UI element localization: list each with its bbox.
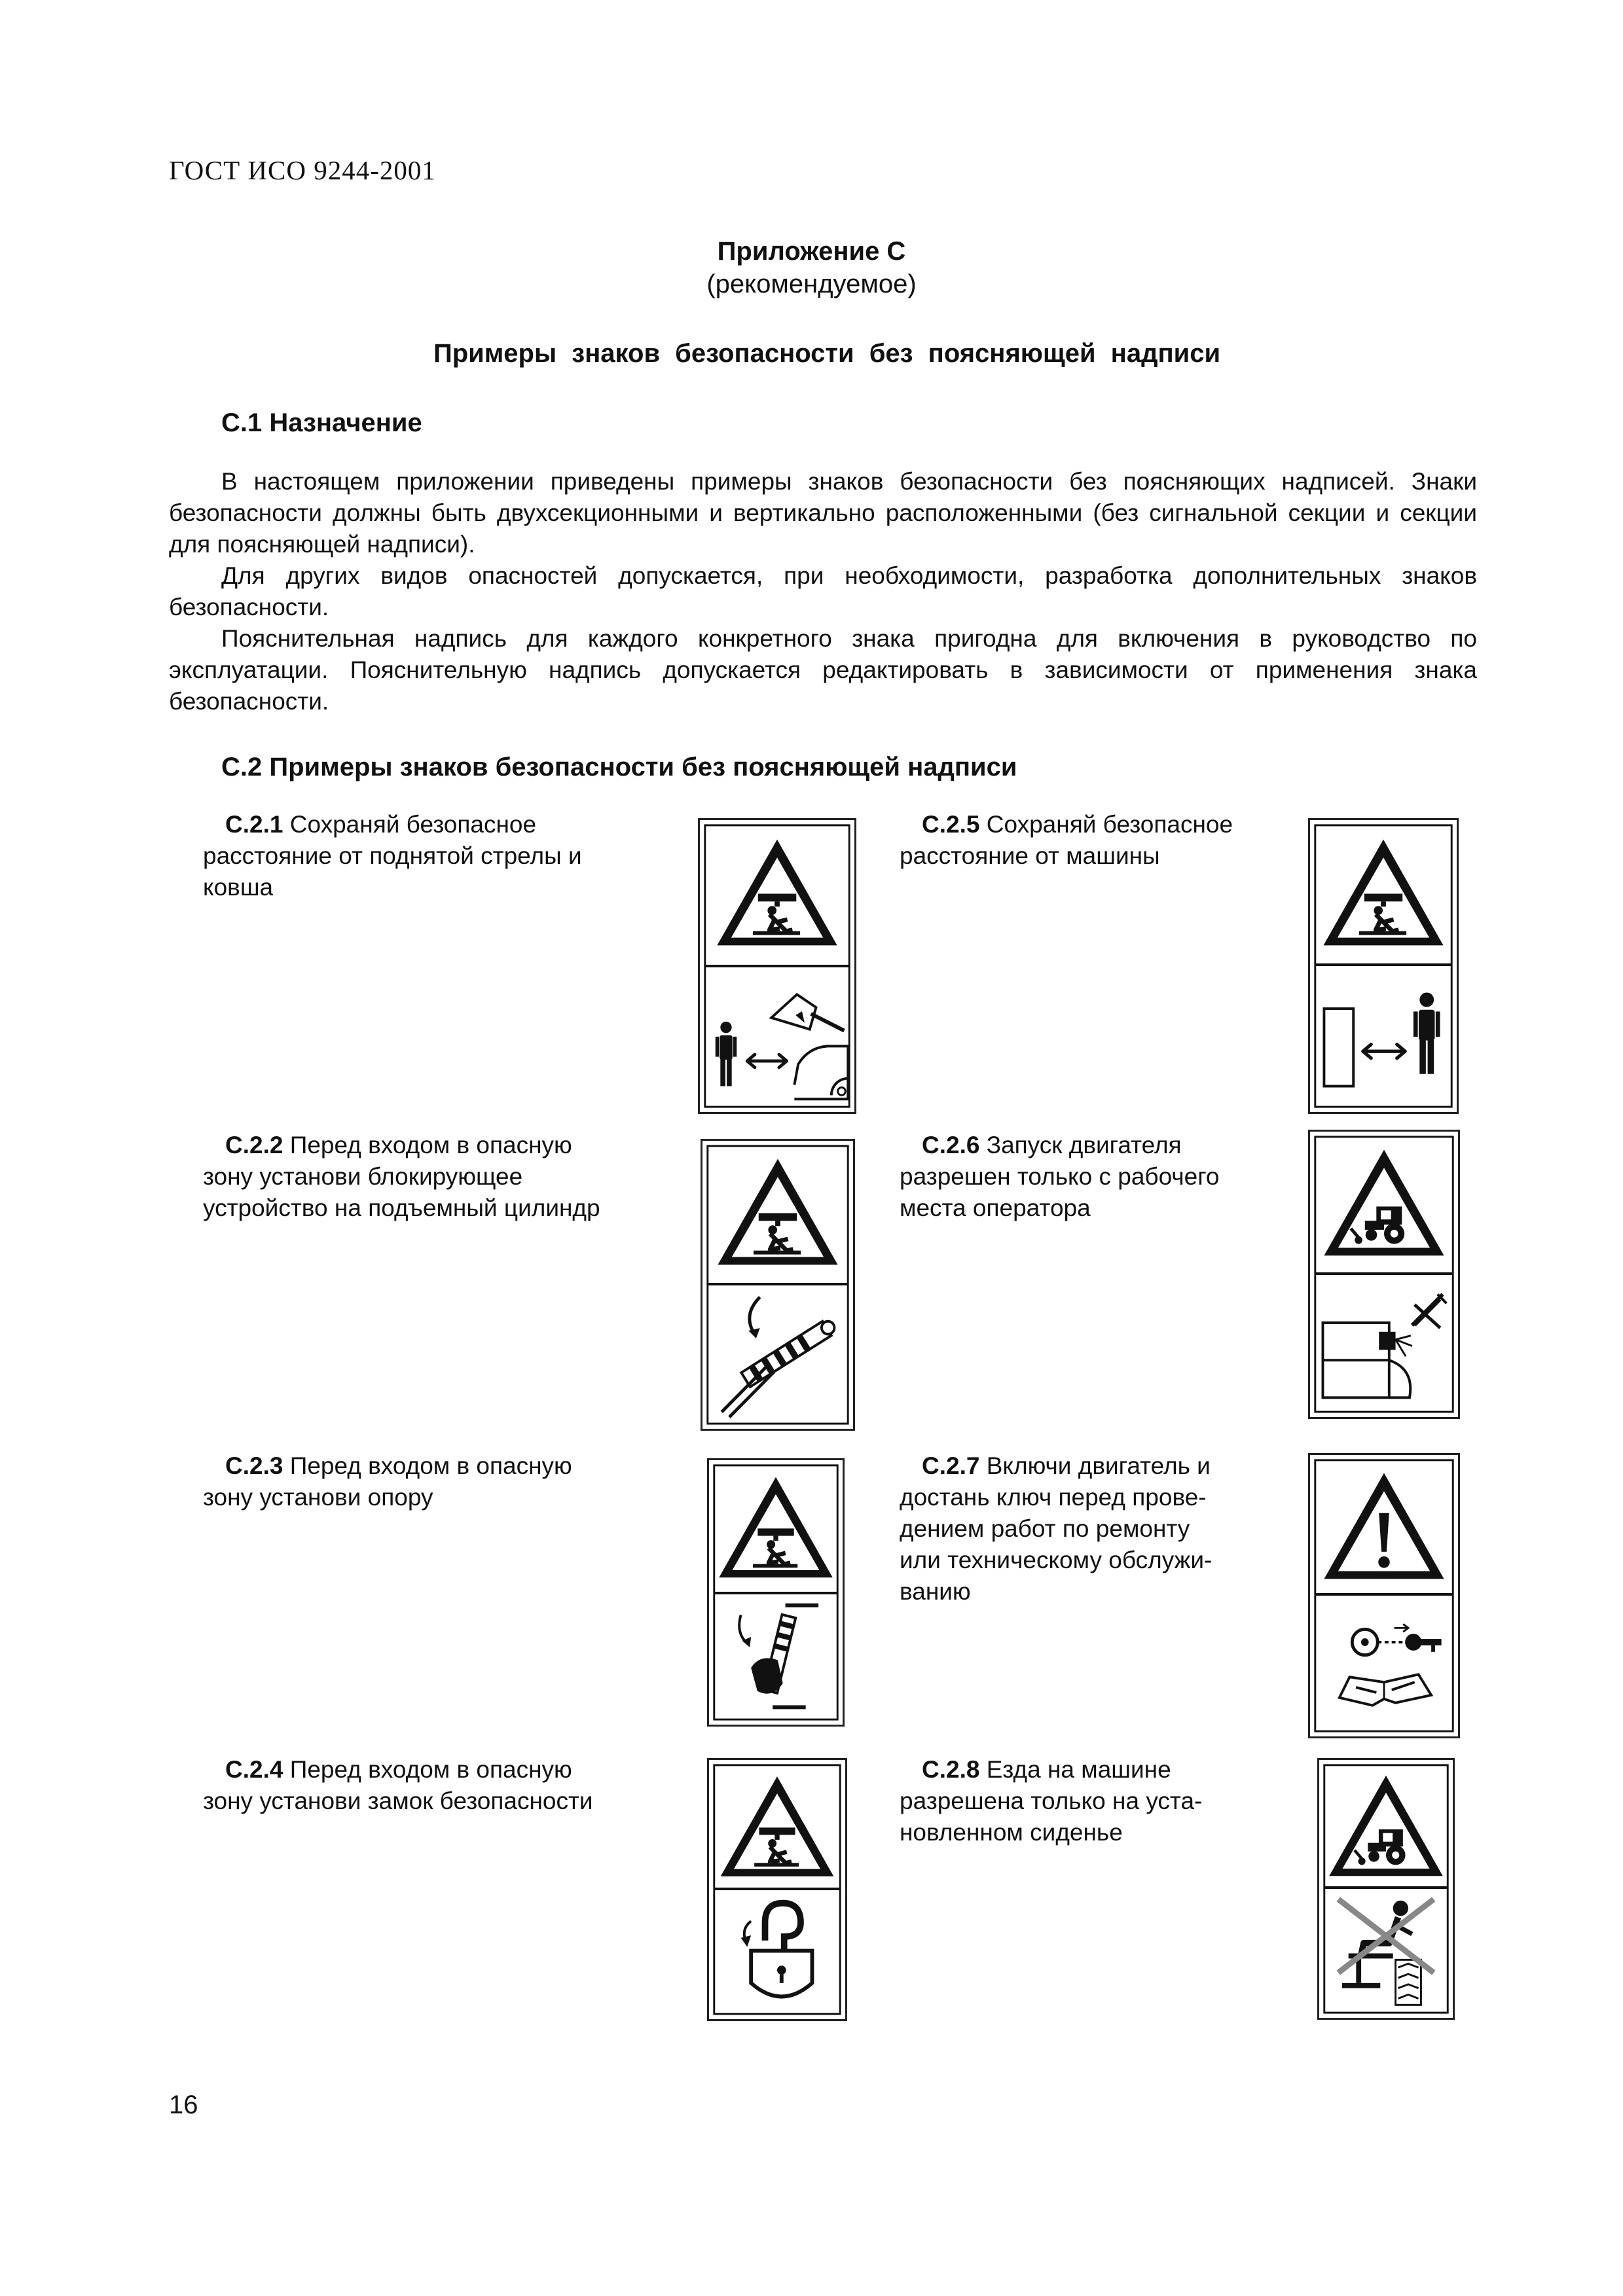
sign-item-c27 [900, 1450, 1212, 1607]
item-number: С.2.8 [922, 1756, 980, 1783]
no-bypass-start-icon [1322, 1295, 1446, 1398]
sign-item-c24 [203, 1754, 593, 1817]
cylinder-lock-icon [721, 1297, 837, 1417]
item-caption: Включи двигатель и достань ключ перед прове- дением работ по ремонту или техническому обслужи- ванию [900, 1452, 1213, 1605]
annex-subtitle: (рекомендуемое) [706, 270, 917, 298]
safety-sign-c23 [707, 1458, 845, 1727]
document-code-header: ГОСТ ИСО 9244-2001 [169, 155, 436, 185]
safety-sign-c28 [1317, 1758, 1455, 2020]
sign-item-c28 [900, 1754, 1202, 1848]
crush-hazard-icon [719, 1477, 832, 1578]
item-caption: Перед входом в опасную зону установи опору [203, 1452, 572, 1511]
sign-item-c26 [900, 1130, 1219, 1224]
no-riding-icon [1338, 1899, 1434, 2005]
sign-item-c21 [203, 809, 582, 903]
paragraph: В настоящем приложении приведены примеры знаков безопасности без поясняющих надписей. Знаки безопасности должны быть двухсекционными и вертикально расположенными (без сигнальной секции и секции для поясняющей надписи). [169, 468, 1477, 558]
section-c2-heading: С.2 Примеры знаков безопасности без поясняющей надписи [221, 753, 1017, 781]
item-number: С.2.6 [922, 1132, 980, 1158]
remove-key-manual-icon [1340, 1624, 1442, 1705]
safety-sign-c26 [1308, 1130, 1460, 1419]
item-number: С.2.2 [225, 1132, 283, 1158]
sign-item-c22 [203, 1130, 600, 1224]
sign-item-c25 [900, 809, 1233, 872]
safety-lock-icon [741, 1903, 812, 1997]
item-caption: Сохраняй безопасное расстояние от поднятой стрелы и ковша [203, 811, 582, 901]
paragraph: Пояснительная надпись для каждого конкретного знака пригодна для включения в руководство по эксплуатации. Пояснительную надпись допускается редактировать в зависимости от применения знака безопасности. [169, 625, 1477, 715]
item-caption: Перед входом в опасную зону установи замок безопасности [203, 1756, 593, 1814]
item-number: С.2.3 [225, 1452, 283, 1479]
support-prop-icon [739, 1604, 818, 1710]
keep-distance-boom-icon [716, 994, 848, 1099]
safety-sign-c22 [701, 1139, 855, 1431]
safety-sign-c25 [1308, 818, 1459, 1114]
item-caption: Езда на машине разрешена только на уста- новленном сиденье [900, 1756, 1203, 1846]
safety-sign-c21 [698, 818, 856, 1114]
section-c1-body [169, 466, 1477, 717]
page-number: 16 [169, 2090, 198, 2119]
annex-title: Приложение С [717, 237, 906, 266]
safety-sign-c24 [707, 1758, 847, 2021]
tractor-runover-icon [1329, 1776, 1442, 1876]
item-number: С.2.1 [225, 811, 283, 838]
keep-distance-machine-icon [1324, 992, 1440, 1086]
item-caption: Запуск двигателя разрешен только с рабочего места оператора [900, 1132, 1220, 1221]
item-number: С.2.5 [922, 811, 980, 838]
crush-hazard-icon [721, 1776, 834, 1876]
crush-hazard-icon [718, 1159, 837, 1265]
item-number: С.2.7 [922, 1452, 980, 1479]
annex-main-title: Примеры знаков безопасности без поясняющей надписи [433, 339, 1221, 368]
paragraph: Для других видов опасностей допускается, при необходимости, разработка дополнительных знаков безопасности. [169, 562, 1477, 620]
section-c1-heading: С.1 Назначение [221, 408, 422, 437]
exclamation-warning-icon [1324, 1473, 1444, 1579]
safety-sign-c27 [1308, 1453, 1460, 1738]
sign-item-c23 [203, 1450, 572, 1513]
item-caption: Перед входом в опасную зону установи блокирующее устройство на подъемный цилиндр [203, 1132, 600, 1221]
tractor-runover-icon [1324, 1150, 1444, 1256]
item-number: С.2.4 [225, 1756, 283, 1783]
item-caption: Сохраняй безопасное расстояние от машины [900, 811, 1233, 869]
crush-hazard-icon [717, 840, 837, 946]
crush-hazard-icon [1323, 840, 1443, 946]
